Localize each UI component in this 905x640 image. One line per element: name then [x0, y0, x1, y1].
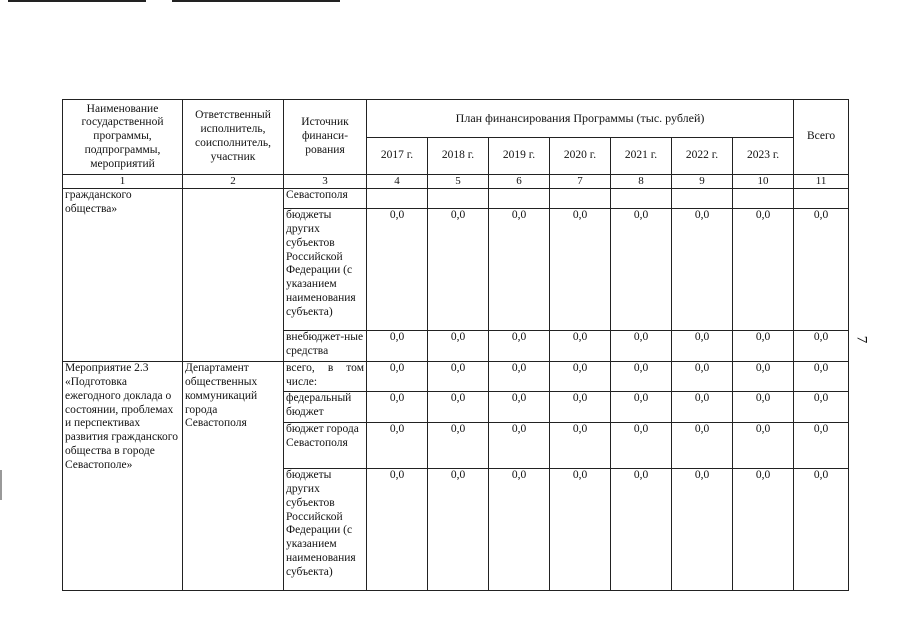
scan-artifact-line — [8, 0, 146, 2]
header-plan: План финансирования Программы (тыс. рублей) — [367, 100, 794, 138]
value-cell: 0,0 — [367, 423, 428, 469]
source-cell: всего, в том числе: — [284, 362, 367, 392]
column-number: 1 — [63, 175, 183, 189]
value-cell: 0,0 — [489, 423, 550, 469]
header-year: 2019 г. — [489, 138, 550, 175]
value-cell: 0,0 — [672, 362, 733, 392]
value-cell: 0,0 — [367, 392, 428, 423]
value-cell — [672, 189, 733, 209]
column-number: 2 — [183, 175, 284, 189]
header-year: 2017 г. — [367, 138, 428, 175]
scan-edge-mark — [0, 470, 2, 500]
value-cell: 0,0 — [794, 469, 849, 591]
program-name-cell: Мероприятие 2.3 «Подготовка ежегодного доклада о состоянии, проблемах и перспективах развития гражданского общества в городе Севастополе» — [63, 362, 183, 591]
value-cell: 0,0 — [672, 423, 733, 469]
value-cell — [550, 189, 611, 209]
table-row — [63, 189, 849, 209]
value-cell: 0,0 — [733, 469, 794, 591]
value-cell: 0,0 — [611, 362, 672, 392]
value-cell — [489, 189, 550, 209]
responsible-cell: Департамент общественных коммуникаций города Севастополя — [183, 362, 284, 591]
value-cell: 0,0 — [611, 331, 672, 362]
source-cell: бюджеты других субъектов Российской Федерации (с указанием наименования субъекта) — [284, 209, 367, 331]
column-number: 3 — [284, 175, 367, 189]
column-number: 6 — [489, 175, 550, 189]
value-cell — [367, 189, 428, 209]
column-number: 7 — [550, 175, 611, 189]
column-number: 10 — [733, 175, 794, 189]
source-cell: федеральный бюджет — [284, 392, 367, 423]
value-cell: 0,0 — [550, 423, 611, 469]
value-cell: 0,0 — [794, 209, 849, 331]
value-cell: 0,0 — [611, 469, 672, 591]
value-cell: 0,0 — [428, 209, 489, 331]
value-cell: 0,0 — [428, 392, 489, 423]
value-cell: 0,0 — [672, 392, 733, 423]
source-cell: бюджет города Севастополя — [284, 423, 367, 469]
page-number: 7 — [853, 335, 870, 344]
value-cell: 0,0 — [489, 392, 550, 423]
program-name-cell: гражданского общества» — [63, 189, 183, 362]
value-cell: 0,0 — [428, 331, 489, 362]
value-cell: 0,0 — [672, 209, 733, 331]
column-number: 9 — [672, 175, 733, 189]
value-cell: 0,0 — [550, 331, 611, 362]
value-cell: 0,0 — [367, 362, 428, 392]
value-cell: 0,0 — [428, 469, 489, 591]
value-cell: 0,0 — [733, 392, 794, 423]
column-number: 5 — [428, 175, 489, 189]
value-cell: 0,0 — [611, 209, 672, 331]
value-cell: 0,0 — [367, 209, 428, 331]
financing-table — [62, 99, 849, 591]
header-year: 2023 г. — [733, 138, 794, 175]
value-cell: 0,0 — [550, 392, 611, 423]
value-cell: 0,0 — [733, 209, 794, 331]
header-source: Источник финанси-рования — [284, 100, 367, 175]
value-cell: 0,0 — [367, 331, 428, 362]
value-cell: 0,0 — [794, 362, 849, 392]
header-year: 2022 г. — [672, 138, 733, 175]
header-total: Всего — [794, 100, 849, 175]
value-cell: 0,0 — [489, 209, 550, 331]
value-cell — [794, 189, 849, 209]
value-cell: 0,0 — [489, 331, 550, 362]
value-cell: 0,0 — [611, 423, 672, 469]
header-year: 2020 г. — [550, 138, 611, 175]
table-row — [63, 362, 849, 392]
scan-artifact-line — [172, 0, 340, 2]
value-cell: 0,0 — [550, 469, 611, 591]
value-cell: 0,0 — [733, 331, 794, 362]
header-responsible: Ответственный исполнитель, соисполнитель, участник — [183, 100, 284, 175]
column-number: 11 — [794, 175, 849, 189]
header-year: 2021 г. — [611, 138, 672, 175]
value-cell: 0,0 — [367, 469, 428, 591]
source-cell: Севастополя — [284, 189, 367, 209]
source-cell: внебюджет-ные средства — [284, 331, 367, 362]
column-number: 4 — [367, 175, 428, 189]
value-cell — [733, 189, 794, 209]
column-number: 8 — [611, 175, 672, 189]
value-cell: 0,0 — [733, 423, 794, 469]
responsible-cell — [183, 189, 284, 362]
value-cell: 0,0 — [733, 362, 794, 392]
value-cell: 0,0 — [672, 331, 733, 362]
value-cell: 0,0 — [489, 469, 550, 591]
value-cell: 0,0 — [794, 423, 849, 469]
value-cell: 0,0 — [489, 362, 550, 392]
value-cell: 0,0 — [428, 423, 489, 469]
value-cell: 0,0 — [550, 209, 611, 331]
value-cell — [428, 189, 489, 209]
value-cell: 0,0 — [672, 469, 733, 591]
value-cell: 0,0 — [611, 392, 672, 423]
header-year: 2018 г. — [428, 138, 489, 175]
value-cell: 0,0 — [550, 362, 611, 392]
value-cell: 0,0 — [794, 392, 849, 423]
value-cell: 0,0 — [794, 331, 849, 362]
source-cell: бюджеты других субъектов Российской Федерации (с указанием наименования субъекта) — [284, 469, 367, 591]
value-cell — [611, 189, 672, 209]
value-cell: 0,0 — [428, 362, 489, 392]
header-name: Наименование государственной программы, подпрограммы, мероприятий — [63, 100, 183, 175]
